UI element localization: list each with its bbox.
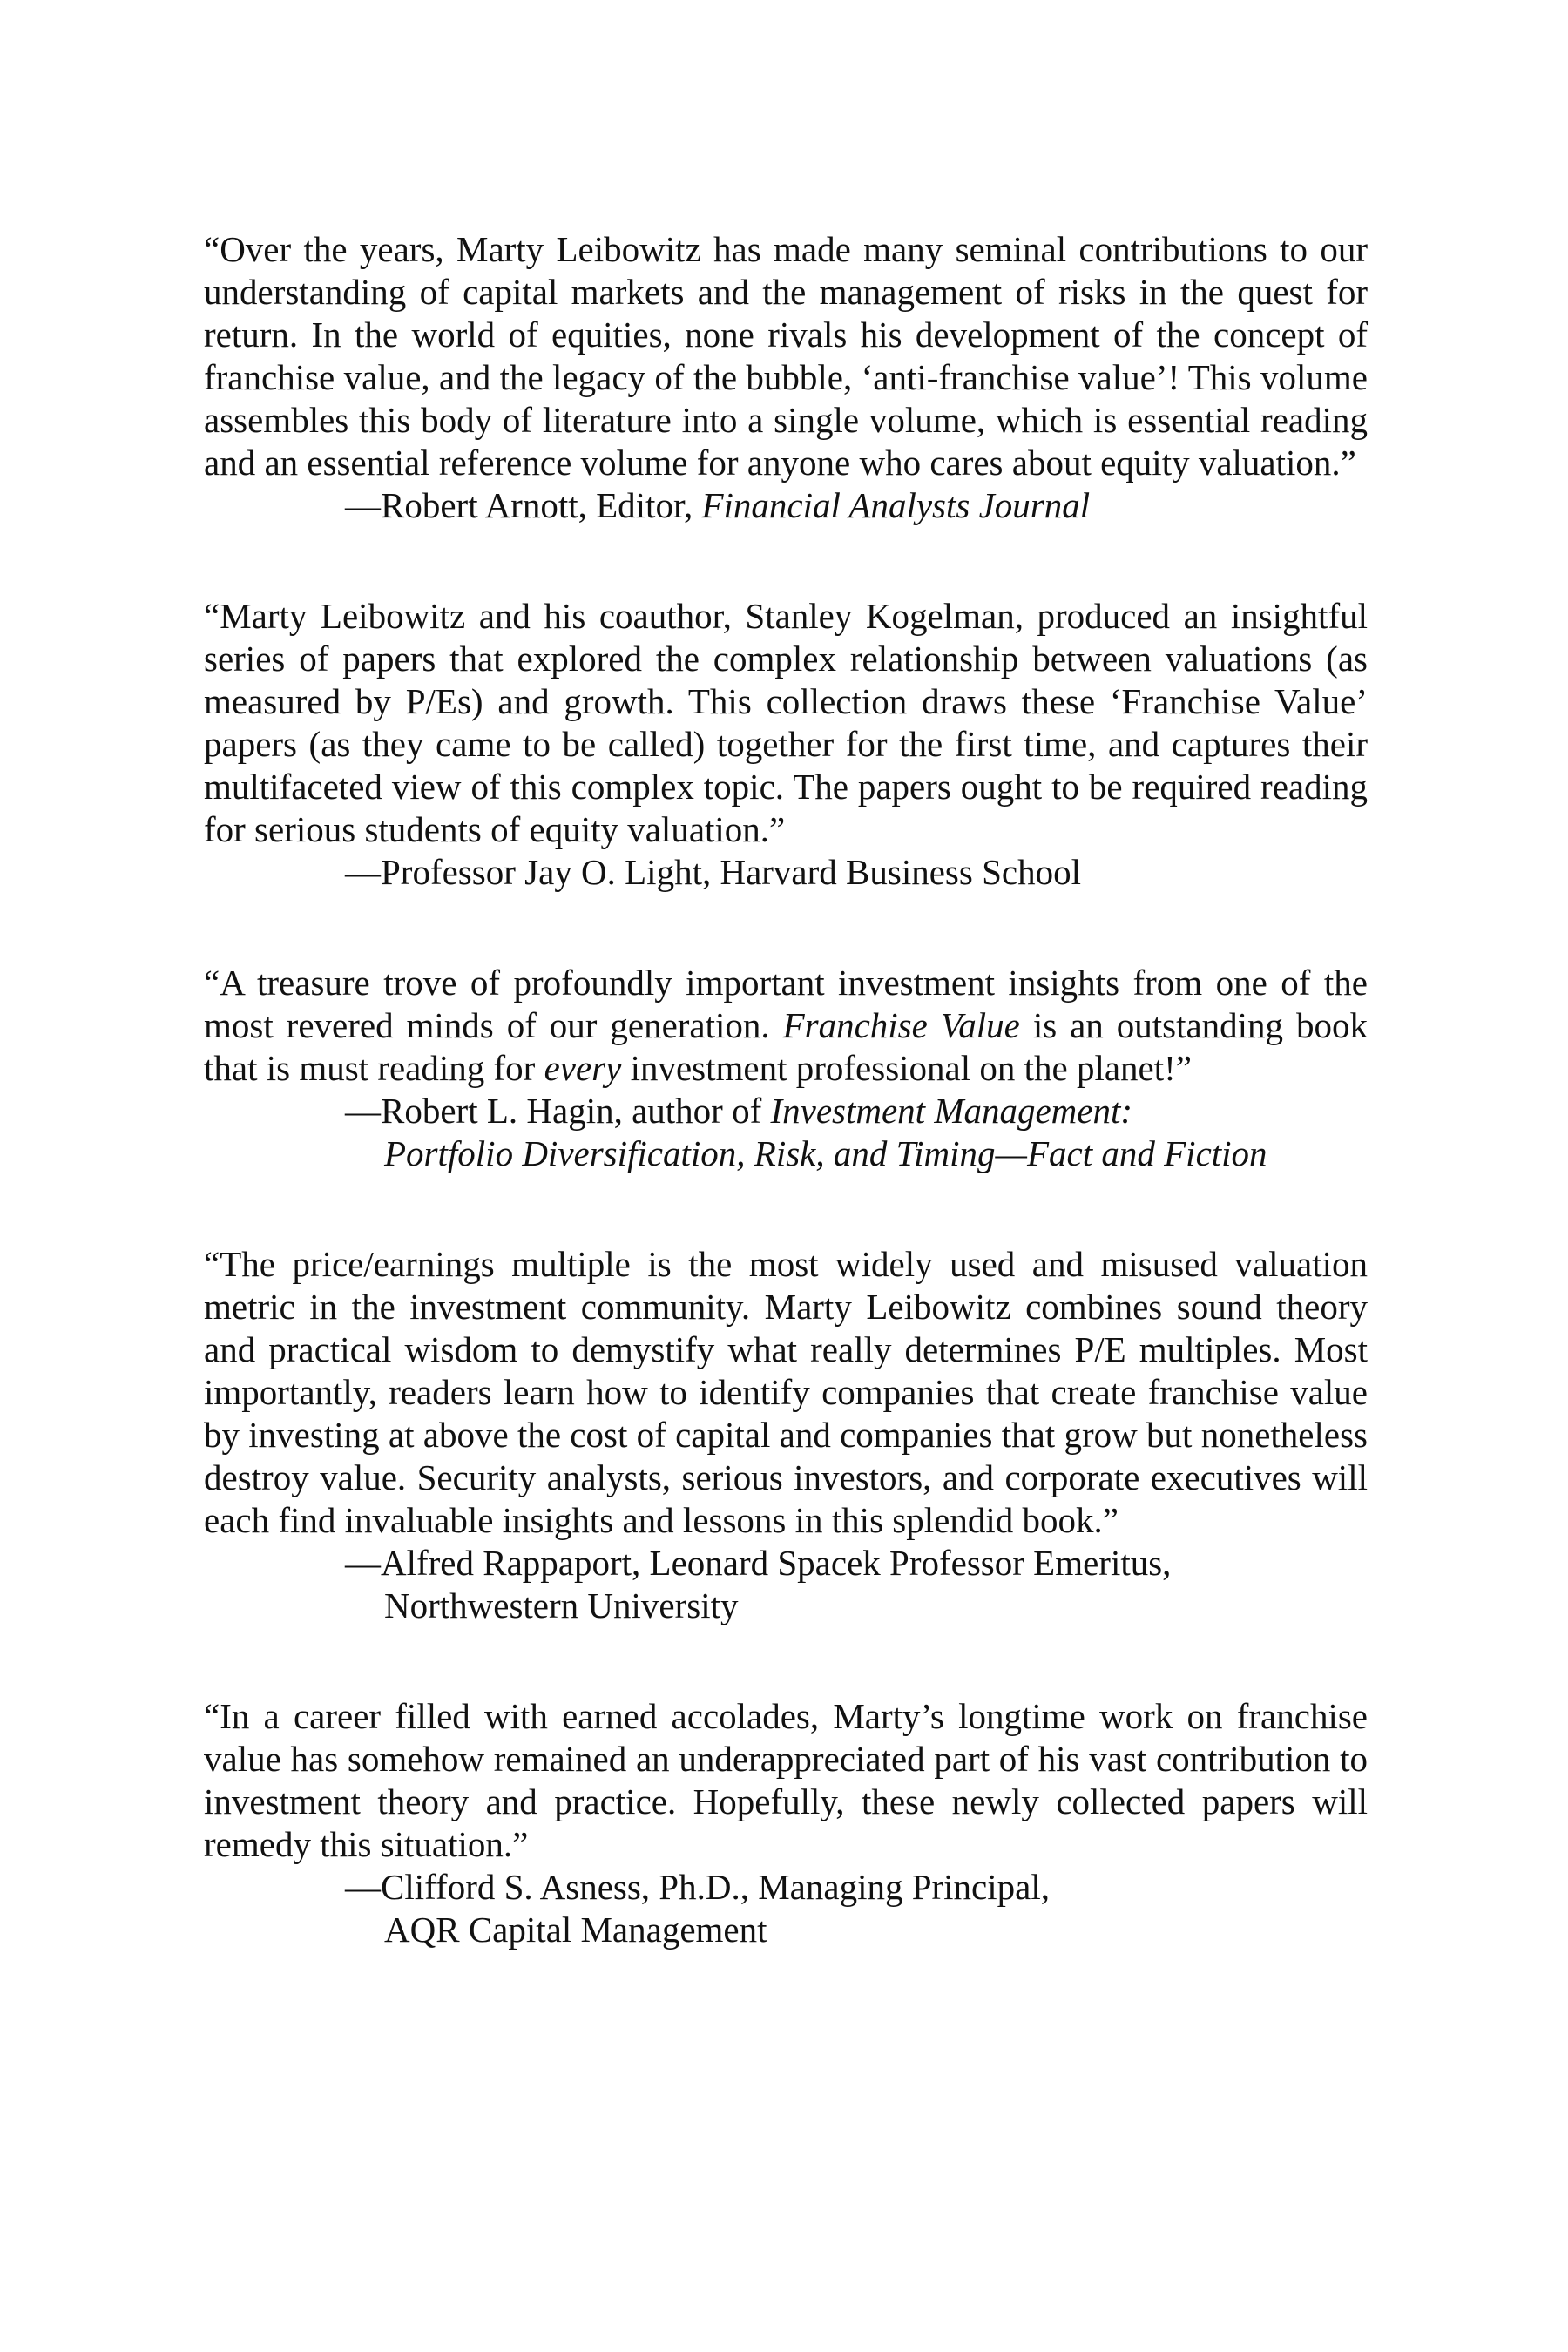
attribution-line-continued: Portfolio Diversification, Risk, and Timing—Fact and Fiction <box>384 1133 1267 1173</box>
quote-text: “In a career filled with earned accolades, Marty’s longtime work on franchise value has somehow remained an underappreciated part of his vast contribution to investment theory and practice. Hopefully, these newly collected papers will remedy this situation.” <box>204 1696 1368 1864</box>
attribution <box>204 1090 1368 1175</box>
endorsements-page <box>204 228 1368 1951</box>
quote-text: “A treasure trove of profoundly important investment insights from one of the most revered minds of our generation. Franchise Value is an outstanding book that is must reading for every investment professional on the planet!” <box>204 963 1368 1088</box>
attribution-line: —Alfred Rappaport, Leonard Spacek Professor Emeritus, <box>345 1543 1172 1583</box>
endorsement-hagin <box>204 962 1368 1175</box>
attribution-line: —Robert Arnott, Editor, Financial Analysts Journal <box>345 485 1091 525</box>
attribution-line-continued: AQR Capital Management <box>384 1909 767 1950</box>
attribution <box>204 1542 1368 1627</box>
attribution <box>204 851 1368 894</box>
attribution-line: —Robert L. Hagin, author of Investment Management: <box>345 1091 1133 1131</box>
endorsement-rappaport <box>204 1243 1368 1627</box>
attribution-line-continued: Northwestern University <box>384 1585 739 1625</box>
quote-text: “Marty Leibowitz and his coauthor, Stanley Kogelman, produced an insightful series of papers that explored the complex relationship between valuations (as measured by P/Es) and growth. This collection draws these ‘Franchise Value’ papers (as they came to be called) together for the first time, and captures their multifaceted view of this complex topic. The papers ought to be required reading for serious students of equity valuation.” <box>204 596 1368 849</box>
endorsement-asness <box>204 1695 1368 1951</box>
attribution-line: —Clifford S. Asness, Ph.D., Managing Principal, <box>345 1867 1050 1907</box>
attribution <box>204 1866 1368 1951</box>
attribution <box>204 484 1368 527</box>
endorsement-light <box>204 595 1368 894</box>
quote-text: “The price/earnings multiple is the most widely used and misused valuation metric in the investment community. Marty Leibowitz combines sound theory and practical wisdom to demystify what really determines P/E multiples. Most importantly, readers learn how to identify companies that create franchise value by investing at above the cost of capital and companies that grow but nonetheless destroy value. Security analysts, serious investors, and corporate executives will each find invaluable insights and lessons in this splendid book.” <box>204 1244 1368 1540</box>
attribution-line: —Professor Jay O. Light, Harvard Business School <box>345 852 1081 892</box>
endorsement-arnott <box>204 228 1368 527</box>
quote-text: “Over the years, Marty Leibowitz has made many seminal contributions to our understanding of capital markets and the management of risks in the quest for return. In the world of equities, none rivals his development of the concept of franchise value, and the legacy of the bubble, ‘anti-franchise value’! This volume assembles this body of literature into a single volume, which is essential reading and an essential reference volume for anyone who cares about equity valuation.” <box>204 229 1368 483</box>
